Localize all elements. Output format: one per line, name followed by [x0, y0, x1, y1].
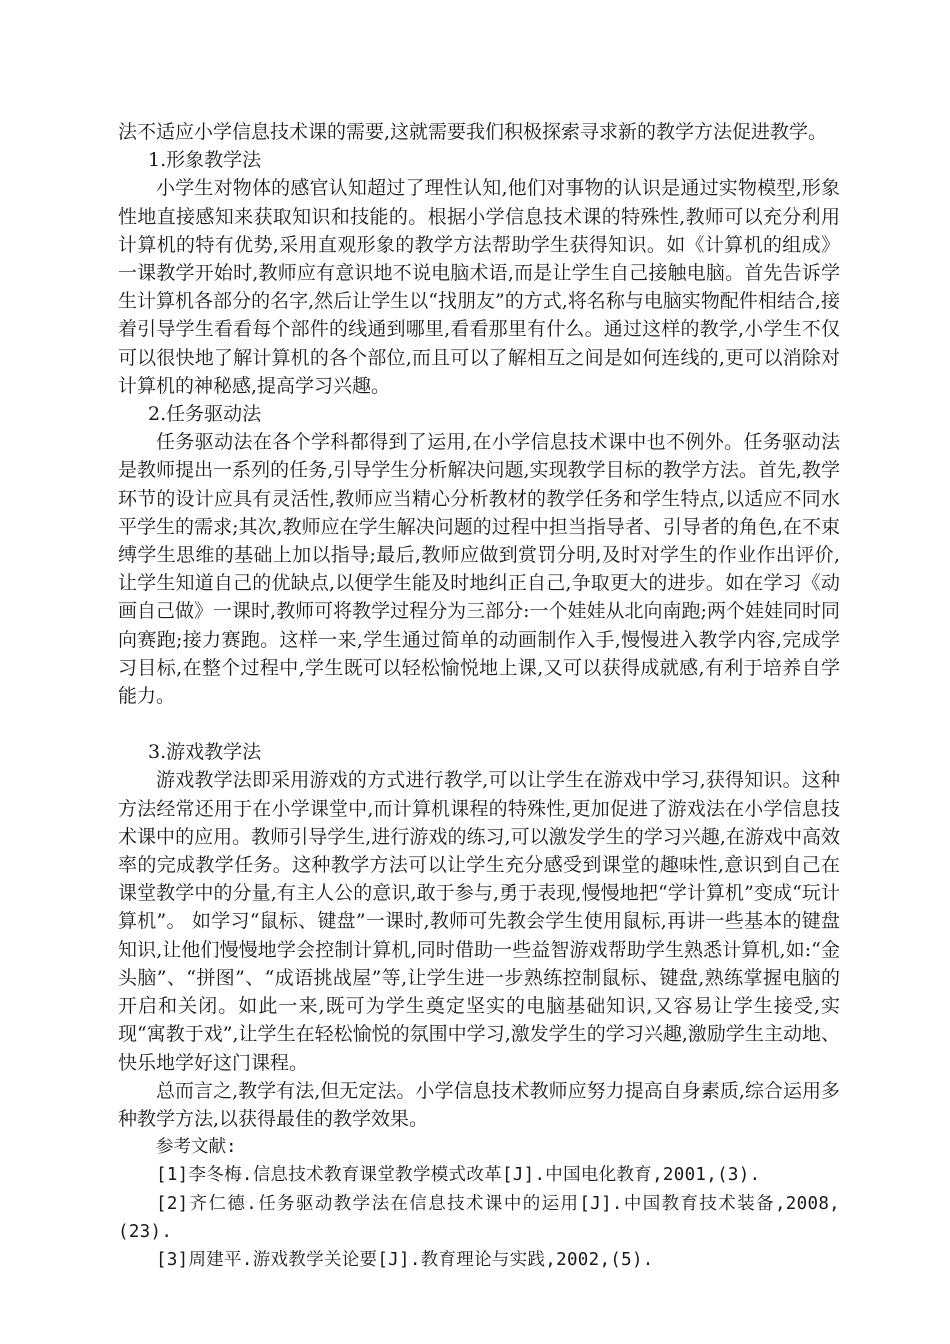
conclusion-paragraph: 总而言之,教学有法,但无定法。小学信息技术教师应努力提高自身素质,综合运用多种教学方法,以获得最佳的教学效果。: [118, 1079, 840, 1130]
section-heading-2: 2.任务驱动法: [148, 403, 262, 426]
section-2-paragraph: 任务驱动法在各个学科都得到了运用,在小学信息技术课中也不例外。任务驱动法是教师提出一系列的任务,引导学生分析解决问题,实现教学目标的教学方法。首先,教学环节的设计应具有灵活性,教师应当精心分析教材的教学任务和学生特点,以适应不同水平学生的需求;其次,教师应在学生解决问题的过程中担当指导者、引导者的角色,在不束缚学生思维的基础上加以指导;最后,教师应做到赏罚分明,及时对学生的作业作出评价,让学生知道自己的优缺点,以便学生能及时地纠正自己,争取更大的进步。如在学习《动画自己做》一课时,教师可将教学过程分为三部分:一个娃娃从北向南跑;两个娃娃同时同向赛跑;接力赛跑。这样一来,学生通过简单的动画制作入手,慢慢进入教学内容,完成学习目标,在整个过程中,学生既可以轻松愉悦地上课,又可以获得成就感,有利于培养自学能力。: [118, 431, 840, 708]
intro-paragraph: 法不适应小学信息技术课的需要,这就需要我们积极探索寻求新的教学方法促进教学。: [118, 121, 828, 143]
reference-item-1: [1]李冬梅.信息技术教育课堂教学模式改革[J].中国电化教育,2001,(3).: [156, 1165, 761, 1186]
section-heading-1: 1.形象教学法: [148, 149, 262, 172]
section-heading-3: 3.游戏教学法: [148, 741, 262, 764]
article-page: [118, 118, 840, 1274]
reference-item-2: [2]齐仁德.任务驱动教学法在信息技术课中的运用[J].中国教育技术装备,2008,(23).: [118, 1193, 840, 1242]
references-title: 参考文献:: [156, 1137, 237, 1158]
section-3-paragraph: 游戏教学法即采用游戏的方式进行教学,可以让学生在游戏中学习,获得知识。这种方法经常还用于在小学课堂中,而计算机课程的特殊性,更加促进了游戏法在小学信息技术课中的应用。教师引导学生,进行游戏的练习,可以激发学生的学习兴趣,在游戏中高效率的完成教学任务。这种教学方法可以让学生充分感受到课堂的趣味性,意识到自己在课堂教学中的分量,有主人公的意识,敢于参与,勇于表现,慢慢地把“学计算机”变成“玩计算机”。 如学习“鼠标、键盘”一课时,教师可先教会学生使用鼠标,再讲一些基本的键盘知识,让他们慢慢地学会控制计算机,同时借助一些益智游戏帮助学生熟悉计算机,如:“金头脑”、“拼图”、“成语挑战屋”等,让学生进一步熟练控制鼠标、键盘,熟练掌握电脑的开启和关闭。如此一来,既可为学生奠定坚实的电脑基础知识,又容易让学生接受,实现“寓教于戏”,让学生在轻松愉悦的氛围中学习,激发学生的学习兴趣,激励学生主动地、快乐地学好这门课程。: [118, 769, 840, 1074]
reference-item-3: [3]周建平.游戏教学关论要[J].教育理论与实践,2002,(5).: [156, 1249, 654, 1270]
section-1-paragraph: 小学生对物体的感官认知超过了理性认知,他们对事物的认识是通过实物模型,形象性地直接感知来获取知识和技能的。根据小学信息技术课的特殊性,教师可以充分利用计算机的特有优势,采用直观形象的教学方法帮助学生获得知识。如《计算机的组成》一课教学开始时,教师应有意识地不说电脑术语,而是让学生自己接触电脑。首先告诉学生计算机各部分的名字,然后让学生以“找朋友”的方式,将名称与电脑实物配件相结合,接着引导学生看看每个部件的线通到哪里,看看那里有什么。通过这样的教学,小学生不仅可以很快地了解计算机的各个部位,而且可以了解相互之间是如何连线的,更可以消除对计算机的神秘感,提高学习兴趣。: [118, 177, 840, 397]
section-spacer: [118, 710, 840, 738]
